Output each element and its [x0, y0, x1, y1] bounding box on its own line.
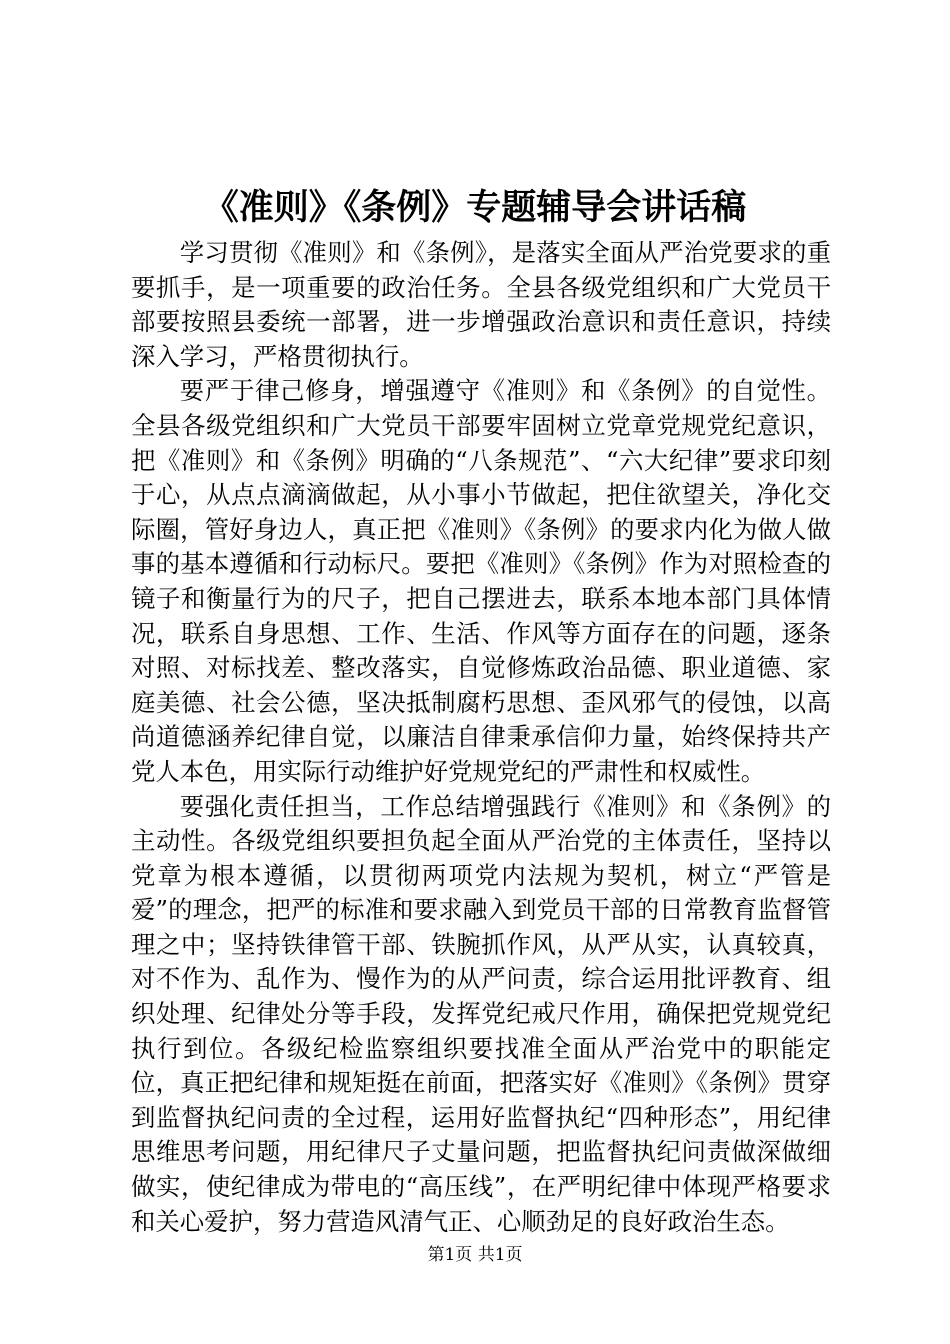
paragraph-2: 要严于律己修身，增强遵守《准则》和《条例》的自觉性。全县各级党组织和广大党员干部要牢固树立党章党规党纪意识，把《准则》和《条例》明确的“八条规范”、“六大纪律”要求印刻于心，从点点滴滴做起，从小事小节做起，把住欲望关，净化交际圈，管好身边人，真正把《准则》《条例》的要求内化为做人做事的基本遵循和行动标尺。要把《准则》《条例》作为对照检查的镜子和衡量行为的尺子，把自己摆进去，联系本地本部门具体情况，联系自身思想、工作、生活、作风等方面存在的问题，逐条对照、对标找差、整改落实，自觉修炼政治品德、职业道德、家庭美德、社会公德，坚决抵制腐朽思想、歪风邪气的侵蚀，以高尚道德涵养纪律自觉，以廉洁自律秉承信仰力量，始终保持共产党人本色，用实际行动维护好党规党纪的严肃性和权威性。: [131, 376, 831, 786]
paragraph-1: 学习贯彻《准则》和《条例》，是落实全面从严治党要求的重要抓手，是一项重要的政治任务。全县各级党组织和广大党员干部要按照县委统一部署，进一步增强政治意识和责任意识，持续深入学习，严格贯彻执行。: [131, 238, 831, 371]
paragraph-3: 要强化责任担当，工作总结增强践行《准则》和《条例》的主动性。各级党组织要担负起全面从严治党的主体责任，坚持以党章为根本遵循，以贯彻两项党内法规为契机，树立“严管是爱”的理念，把严的标准和要求融入到党员干部的日常教育监督管理之中；坚持铁律管干部、铁腕抓作风，从严从实，认真较真，对不作为、乱作为、慢作为的从严问责，综合运用批评教育、组织处理、纪律处分等手段，发挥党纪戒尺作用，确保把党规党纪执行到位。各级纪检监察组织要找准全面从严治党中的职能定位，真正把纪律和规矩挺在前面，把落实好《准则》《条例》贯穿到监督执纪问责的全过程，运用好监督执纪“四种形态”，用纪律思维思考问题，用纪律尺子丈量问题，把监督执纪问责做深做细做实，使纪律成为带电的“高压线”，在严明纪律中体现严格要求和关心爱护，努力营造风清气正、心顺劲足的良好政治生态。: [131, 791, 831, 1236]
document-body: [131, 236, 831, 1239]
document-title: 《准则》《条例》专题辅导会讲话稿: [203, 187, 747, 228]
page-footer: 第1页 共1页: [427, 1245, 523, 1265]
